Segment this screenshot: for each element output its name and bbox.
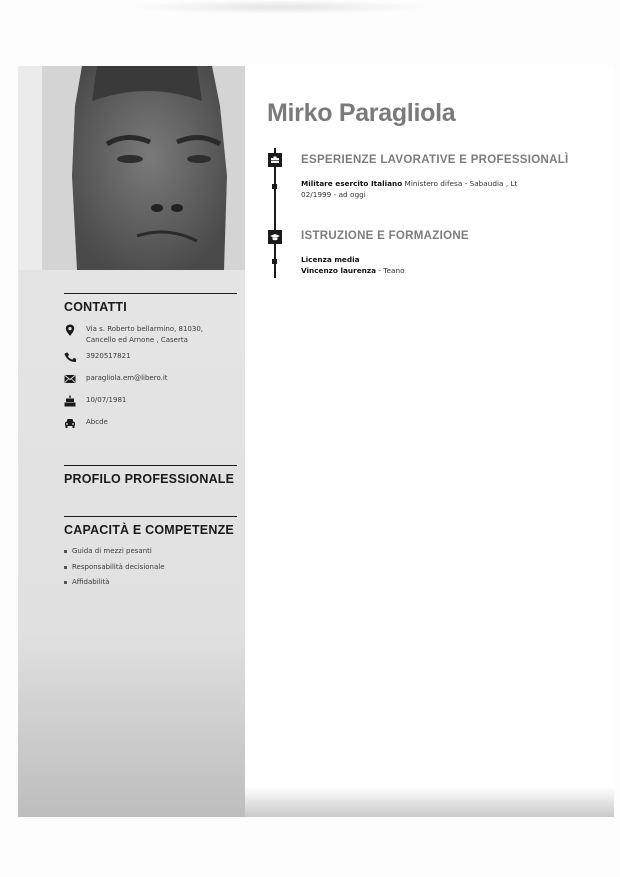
skill-item: Guida di mezzi pesanti [64, 544, 237, 560]
address-line-2: Cancello ed Arnone , Caserta [86, 336, 188, 344]
sidebar-edge [18, 66, 42, 270]
map-pin-icon [64, 324, 76, 336]
education-title: ISTRUZIONE E FORMAZIONE [301, 230, 469, 242]
briefcase-icon [268, 153, 282, 167]
skills-section [64, 516, 237, 591]
section-divider [64, 516, 237, 517]
skill-item: Responsabilità decisionale [64, 560, 237, 576]
education-school: Vincenzo laurenza [301, 265, 377, 275]
skills-list [64, 544, 237, 591]
contact-birthdate [64, 395, 126, 407]
contact-license [64, 417, 108, 429]
candidate-name: Mirko Paragliola [267, 99, 456, 127]
profile-title: PROFILO PROFESSIONALE [64, 472, 235, 486]
envelope-icon [64, 373, 76, 385]
graduation-cap-icon [268, 230, 282, 244]
phone-icon [64, 351, 76, 363]
experience-period: 02/1999 - ad oggi [301, 189, 366, 199]
phone-number[interactable]: 3920517821 [86, 352, 131, 360]
section-divider [64, 293, 237, 294]
experience-title: ESPERIENZE LAVORATIVE E PROFESSIONALÌ [301, 154, 569, 166]
skill-item: Affidabilità [64, 575, 237, 591]
education-detail: - Teano [376, 265, 405, 275]
email-address[interactable]: paragliola.em@libero.it [86, 374, 168, 382]
cv-page [18, 66, 614, 817]
profile-photo [42, 66, 245, 270]
experience-role: Militare esercito Italiano [301, 179, 403, 188]
birthdate: 10/07/1981 [86, 396, 127, 404]
education-degree: Licenza media [301, 255, 360, 264]
scan-shadow [130, 0, 430, 14]
education-entry [301, 255, 405, 276]
address-line-1: Via s. Roberto bellarmino, 81030, [86, 325, 204, 333]
experience-entry [301, 179, 517, 200]
experience-detail: Ministero difesa - Sabaudia , Lt [402, 179, 518, 188]
skills-title: CAPACITÀ E COMPETENZE [64, 523, 234, 537]
timeline-dot [272, 184, 277, 189]
contact-address [64, 324, 203, 346]
scan-shade [245, 787, 614, 817]
contacts-title: CONTATTI [64, 300, 127, 314]
driving-license: Abcde [86, 418, 108, 426]
car-icon [64, 417, 76, 429]
profile-section [64, 465, 237, 486]
sidebar [18, 66, 245, 817]
birthday-cake-icon [64, 395, 76, 407]
contacts-section [64, 293, 237, 426]
timeline-dot [272, 259, 277, 264]
contact-phone [64, 351, 131, 363]
face-illustration [42, 66, 245, 270]
contact-email [64, 373, 168, 385]
section-divider [64, 465, 237, 466]
